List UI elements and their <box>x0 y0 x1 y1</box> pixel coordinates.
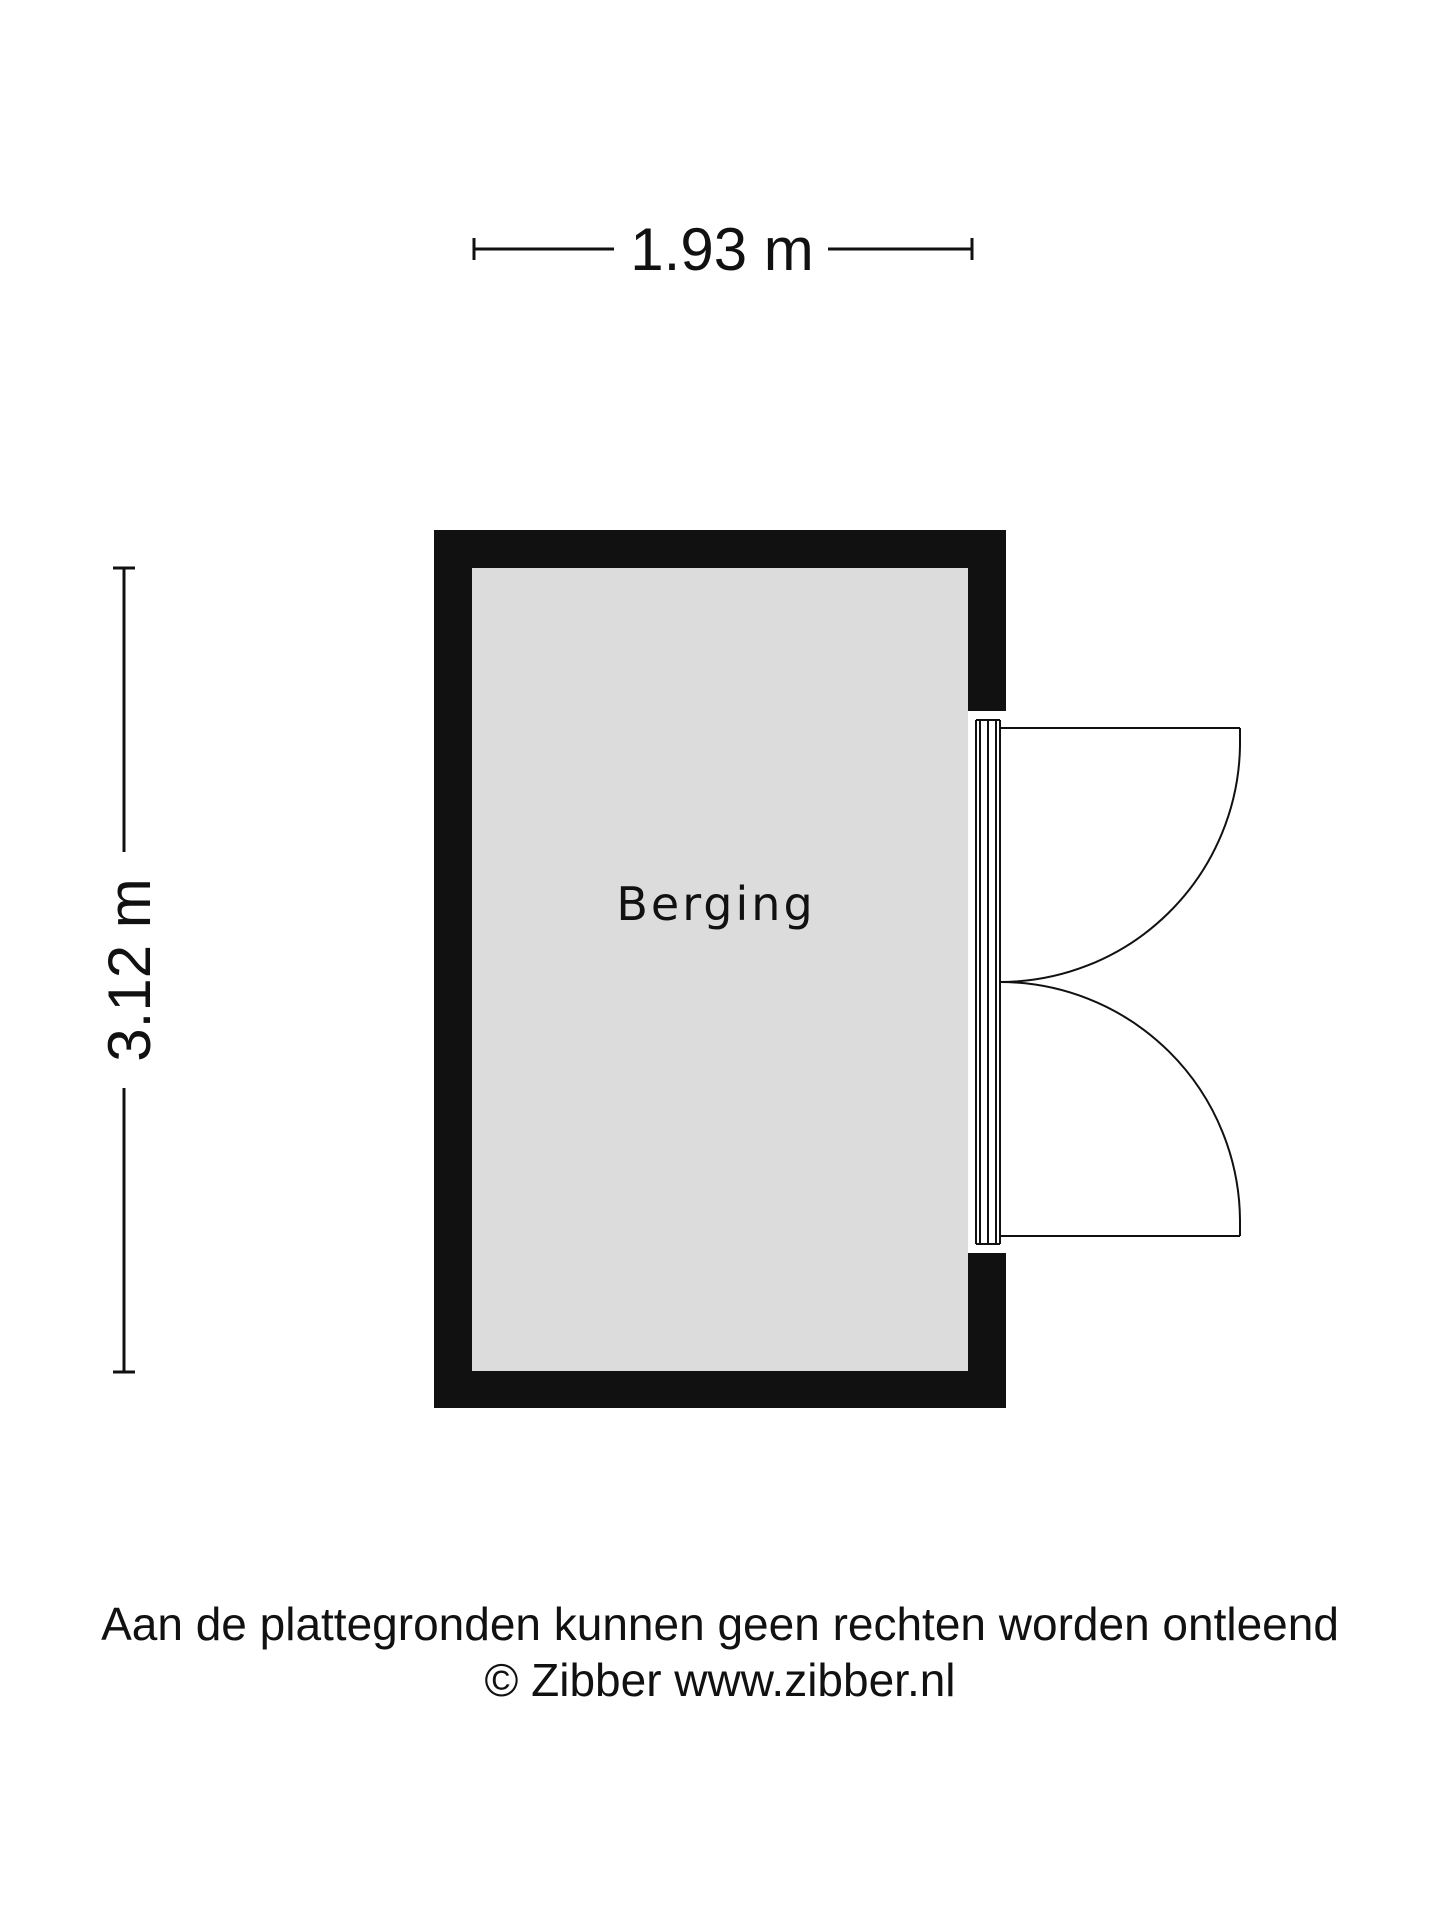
door-leaf-upper <box>1000 728 1240 982</box>
width-dimension <box>474 216 972 283</box>
height-dimension <box>96 568 163 1372</box>
copyright-text: © Zibber www.zibber.nl <box>484 1654 956 1706</box>
disclaimer-text: Aan de plattegronden kunnen geen rechten worden ontleend <box>101 1598 1339 1650</box>
height-dimension-label: 3.12 m <box>96 878 163 1062</box>
door-leaf-lower <box>1000 982 1240 1236</box>
room-floor <box>472 568 968 1371</box>
room-berging <box>434 530 1240 1408</box>
room-label: Berging <box>616 877 816 931</box>
width-dimension-label: 1.93 m <box>630 216 814 283</box>
